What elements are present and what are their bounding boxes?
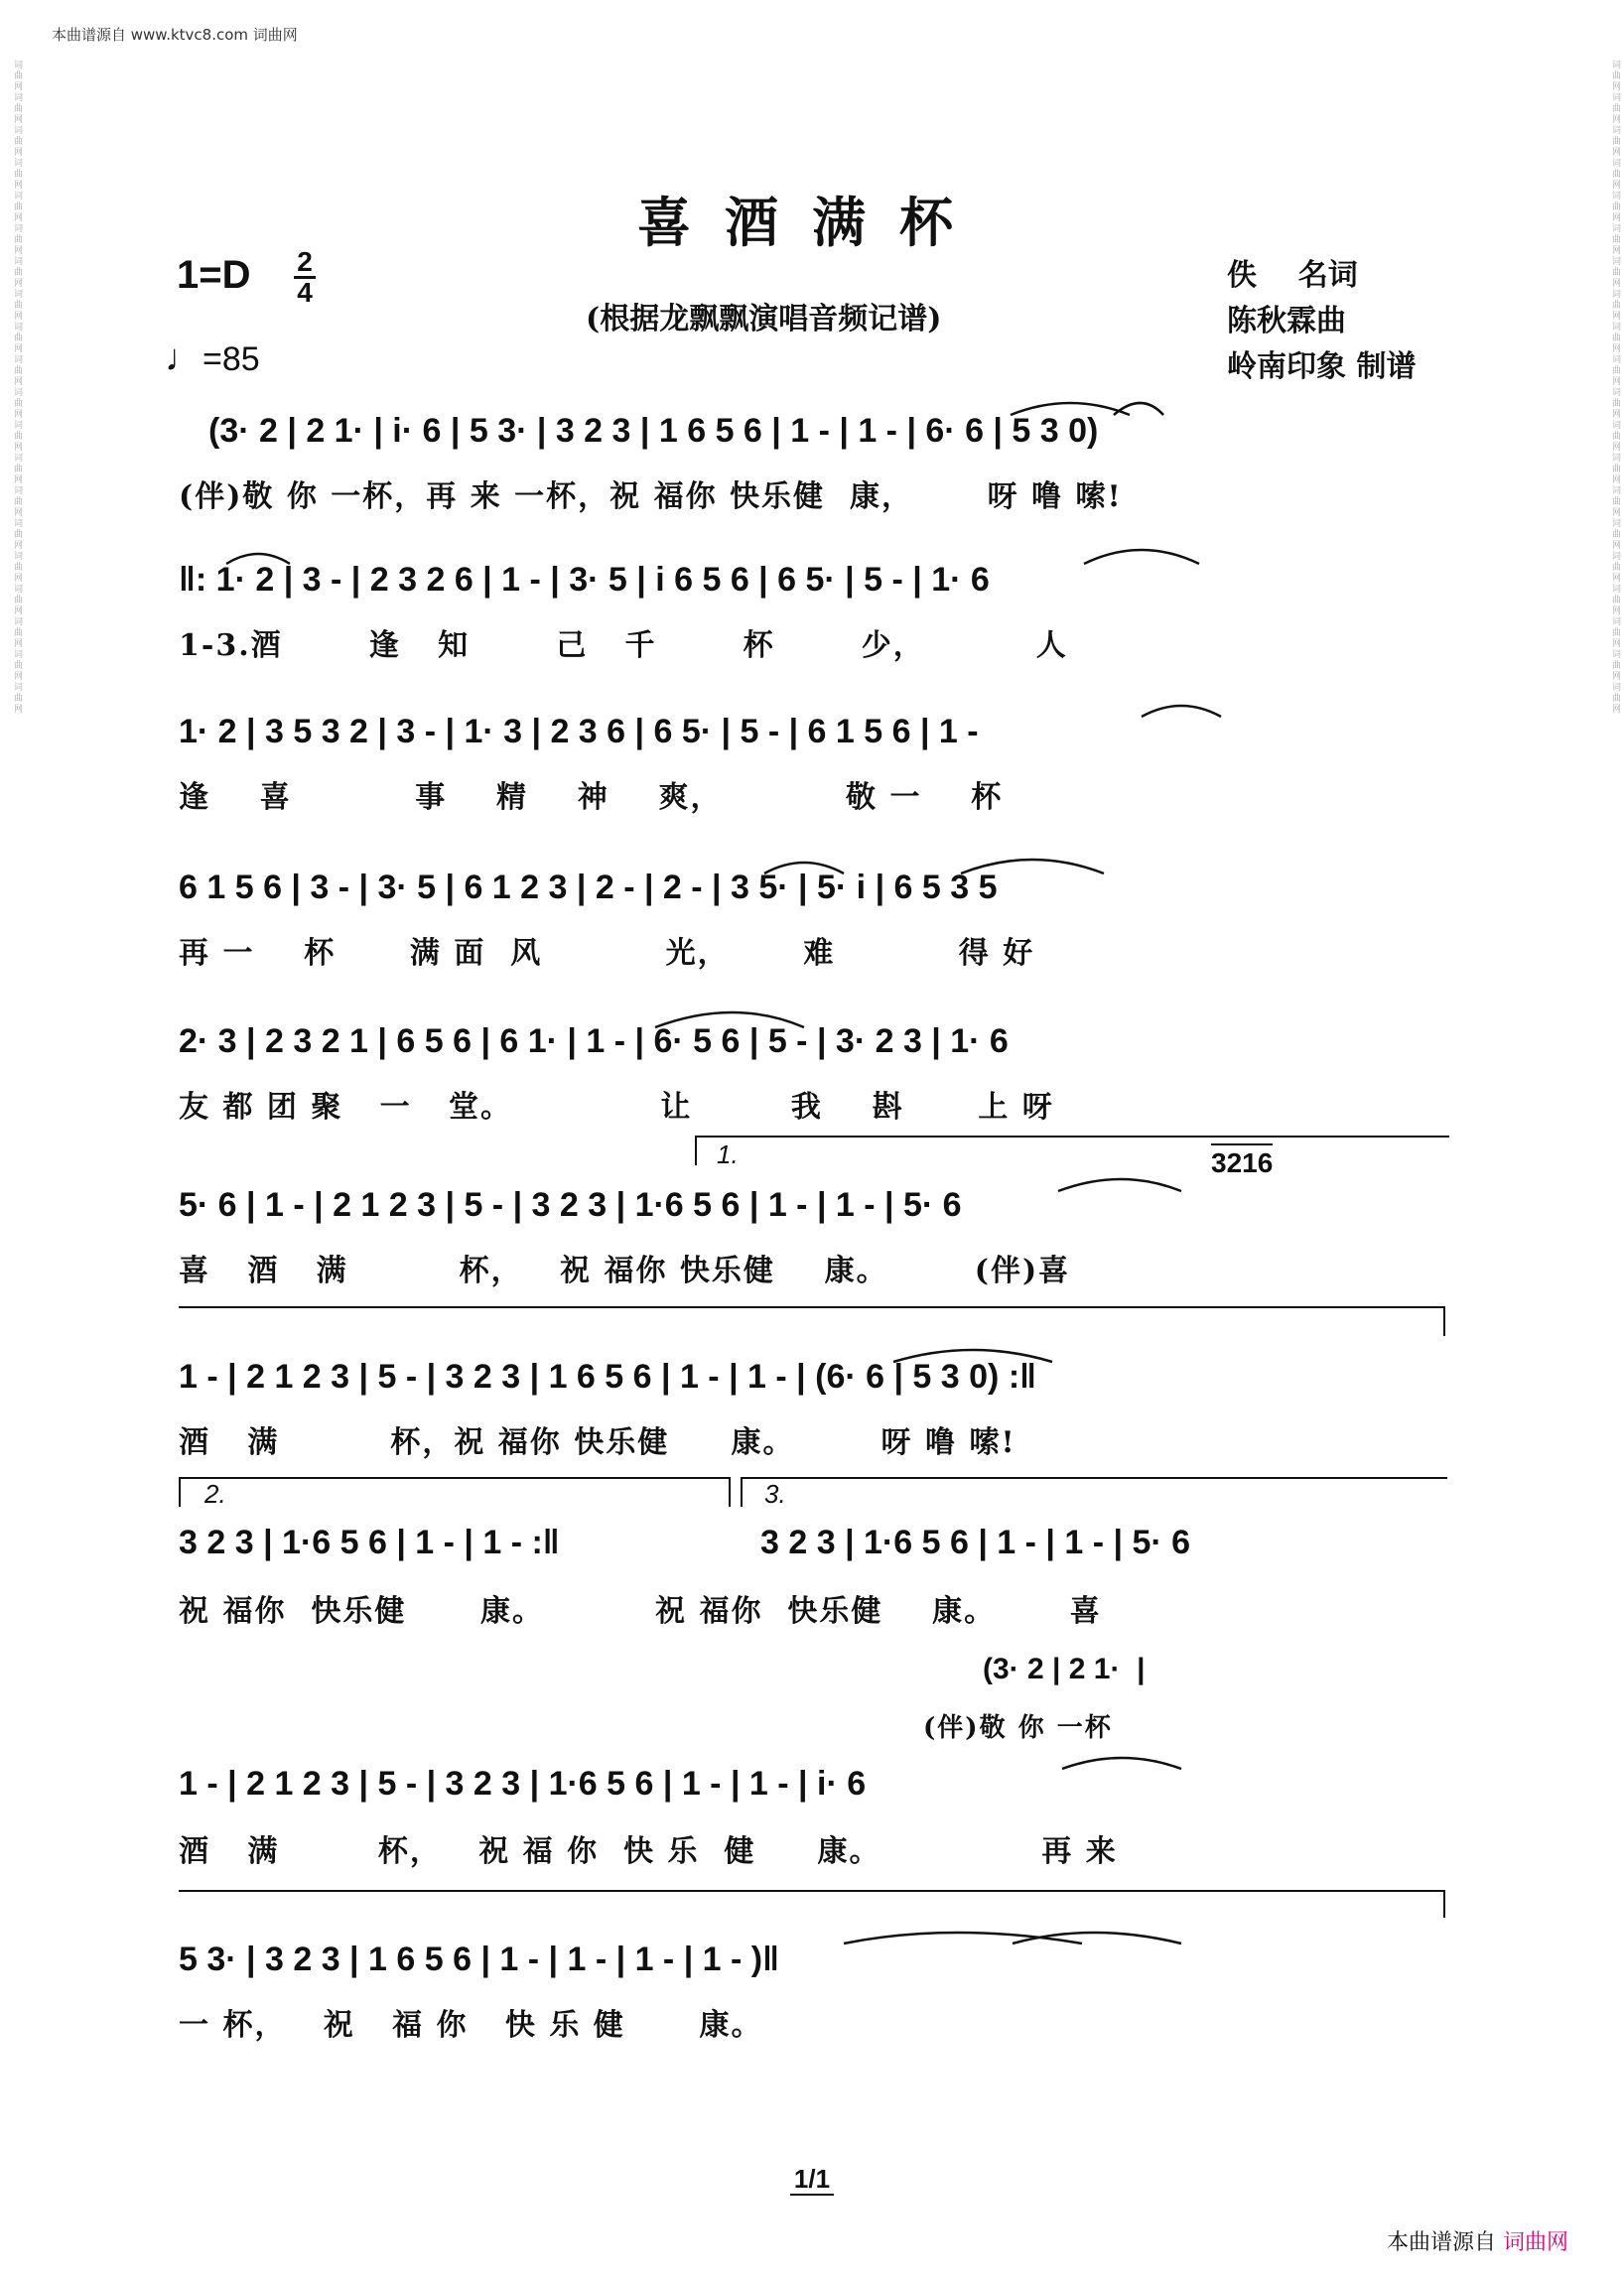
lyric-line-6: 喜 酒 满 杯， 祝 福你 快乐健 康。 (伴)喜 [179,1254,1071,1288]
volta-2-label: 2. [204,1479,226,1509]
volta-1-label: 1. [717,1139,739,1169]
lyric-line-1: (伴)敬 你 一杯，再 来 一杯，祝 福你 快乐健 康， 呀 噜 嗦! [179,479,1123,514]
composer-credit: 陈秋霖曲 [1227,304,1346,338]
footer-source [1387,2225,1568,2256]
notation-line-2: ‖: 1· 2 | 3 - | 2 3 2 6 | 1 - | 3· 5 | i 6 5 6 | 6 5· | 5 - | 1· 6 [179,561,990,599]
lyric-line-4: 再 一 杯 满 面 风 光， 难 得 好 [179,936,1035,971]
footer-label: 本曲谱源自 [1386,2230,1496,2255]
lyric-line-7: 酒 满 杯，祝 福你 快乐健 康。 呀 噜 嗦! [179,1425,1016,1460]
notation-line-7: 1 - | 2 1 2 3 | 5 - | 3 2 3 | 1 6 5 6 | 1 - | 1 - | (6· 6 | 5 3 0) :‖ [179,1358,1037,1396]
accompaniment-lyrics: (伴)敬 你 一杯 [923,1713,1113,1743]
notation-line-4: 6 1 5 6 | 3 - | 3· 5 | 6 1 2 3 | 2 - | 2 - | 3 5· | 5· i | 6 5 3 5 [179,869,998,906]
tempo-value: =85 [203,340,260,378]
grace-notes: 3216 [1211,1143,1273,1179]
notation-line-5: 2· 3 | 2 3 2 1 | 6 5 6 | 6 1· | 1 - | 6· 5 6 | 5 - | 3· 2 3 | 1· 6 [179,1022,1009,1060]
notation-line-1: (3· 2 | 2 1· | i· 6 | 5 3· | 3 2 3 | 1 6 5 6 | 1 - | 1 - | 6· 6 | 5 3 0) [208,412,1099,450]
time-bottom: 4 [297,277,313,308]
watermark-strip-right: 词曲网词曲网词曲网词曲网词曲网词曲网词曲网词曲网词曲网词曲网词曲网词曲网词曲网词曲网词曲网词曲网词曲网词曲网词曲网词曲网 [1610,60,1620,715]
lyric-line-9: 酒 满 杯， 祝 福 你 快 乐 健 康。 再 来 [179,1834,1118,1869]
arranger-credit: 岭南印象 制谱 [1227,349,1417,384]
lyric-line-2: 1-3.酒 逢 知 己 千 杯 少， 人 [179,628,1068,663]
notation-line-9: 1 - | 2 1 2 3 | 5 - | 3 2 3 | 1·6 5 6 | 1 - | 1 - | i· 6 [179,1765,867,1803]
notation-line-6: 5· 6 | 1 - | 2 1 2 3 | 5 - | 3 2 3 | 1·6 5 6 | 1 - | 1 - | 5· 6 [179,1186,962,1224]
footer-site-link[interactable]: 词曲网 [1502,2230,1568,2255]
key-signature: 1=D [177,253,251,297]
lyricist-credit: 佚 名词 [1227,258,1358,293]
notation-line-8a: 3 2 3 | 1·6 5 6 | 1 - | 1 - :‖ [179,1524,560,1561]
notation-line-8b: 3 2 3 | 1·6 5 6 | 1 - | 1 - | 5· 6 [760,1524,1191,1561]
lyric-line-8: 祝 福你 快乐健 康。 祝 福你 快乐健 康。 喜 [179,1594,1102,1629]
notation-line-10: 5 3· | 3 2 3 | 1 6 5 6 | 1 - | 1 - | 1 - | 1 - )‖ [179,1941,780,1978]
lyric-line-10: 一 杯， 祝 福 你 快 乐 健 康。 [179,2008,763,2043]
page-number [0,2164,1624,2195]
time-top: 2 [297,246,313,277]
watermark-strip-left: 词曲网词曲网词曲网词曲网词曲网词曲网词曲网词曲网词曲网词曲网词曲网词曲网词曲网词曲网词曲网词曲网词曲网词曲网词曲网词曲网 [12,60,22,715]
notation-line-3: 1· 2 | 3 5 3 2 | 3 - | 1· 3 | 2 3 6 | 6 5· | 5 - | 6 1 5 6 | 1 - [179,713,979,750]
quarter-note-icon: ♩ [165,337,203,379]
page-number-text: 1/1 [790,2164,834,2196]
subtitle: (根据龙飘飘演唱音频记谱) [586,302,942,336]
accompaniment-notation: (3· 2 | 2 1· | [983,1653,1146,1685]
volta-3-label: 3. [764,1479,786,1509]
lyric-line-3: 逢 喜 事 精 神 爽， 敬 一 杯 [179,780,1004,815]
source-note: 本曲谱源自 www.ktvc8.com 词曲网 [52,26,298,44]
lyric-line-5: 友 都 团 聚 一 堂。 让 我 斟 上 呀 [179,1090,1054,1125]
song-title: 喜酒满杯 [637,191,987,254]
